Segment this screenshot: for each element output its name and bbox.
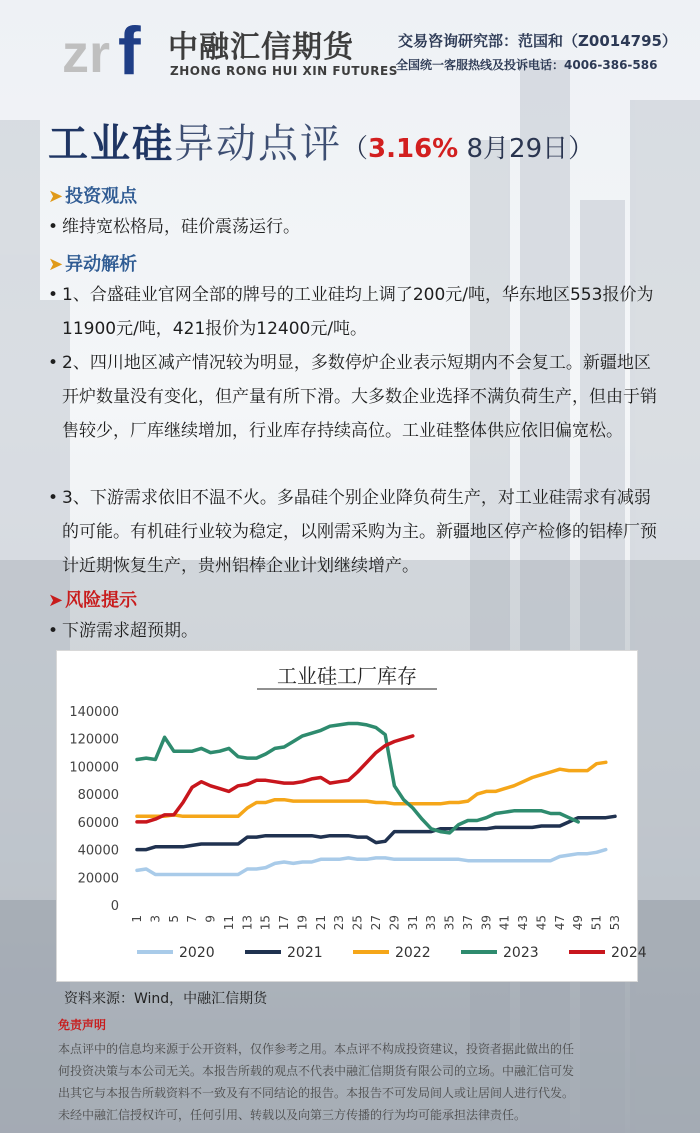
legend-label-2023: 2023 (503, 945, 539, 961)
y-tick-label: 100000 (69, 760, 119, 776)
series-line-2022 (137, 762, 606, 816)
disclaimer-line: 出其它与本报告所载资料不一致及有不同结论的报告。本报告不可发局间人或让居间人进行代发。 (58, 1086, 575, 1100)
company-logo-icon (62, 13, 162, 89)
disclaimer-line: 未经中融汇信授权许可，任何引用、转载以及向第三方传播的行为均可能承担法律责任。 (58, 1108, 527, 1122)
title-date: 8月29日） (458, 134, 595, 164)
x-tick-label: 31 (405, 915, 420, 931)
chart-title: 工业硅工厂库存 (277, 664, 417, 688)
x-tick-label: 3 (148, 915, 163, 923)
x-tick-label: 11 (221, 915, 236, 931)
title-change-percent: 3.16% (368, 134, 459, 164)
title-paren: （ (342, 134, 369, 164)
y-tick-label: 140000 (69, 705, 119, 720)
disclaimer-text (58, 1038, 638, 1126)
x-tick-label: 25 (350, 915, 365, 931)
y-tick-label: 80000 (77, 788, 119, 804)
x-tick-label: 35 (442, 915, 457, 931)
x-tick-label: 43 (516, 915, 531, 931)
y-tick-label: 60000 (77, 815, 119, 831)
y-tick-label: 120000 (69, 732, 119, 748)
x-tick-label: 39 (479, 915, 494, 931)
x-tick-label: 37 (460, 915, 475, 931)
legend-label-2021: 2021 (287, 945, 323, 961)
arrow-icon: ➤ (48, 186, 64, 207)
list-item: • 3、下游需求依旧不温不火。多晶硅个别企业降负荷生产，对工业硅需求有减弱的可能。有机硅行业较为稳定，以刚需采购为主。新疆地区停产检修的铝棒厂预计近期恢复生产，贵州铝棒企业计划继续增产。 (48, 488, 657, 576)
x-tick-label: 41 (497, 915, 512, 931)
data-source: 资料来源：Wind，中融汇信期货 (64, 991, 268, 1007)
x-tick-label: 21 (313, 915, 328, 931)
y-tick-label: 40000 (77, 843, 119, 859)
x-tick-label: 23 (332, 915, 347, 931)
x-tick-label: 5 (166, 915, 181, 923)
header (0, 0, 700, 100)
disclaimer-line: 何投资决策与本公司无关。本报告所载的观点不代表中融汇信期货有限公司的立场。中融汇信可发 (58, 1064, 575, 1078)
chart-svg (57, 651, 647, 981)
disclaimer-line: 本点评中的信息均来源于公开资料，仅作参考之用。本点评不构成投资建议，投资者据此做出的任 (58, 1042, 575, 1056)
x-tick-label: 49 (571, 915, 586, 931)
series-line-2020 (137, 850, 606, 875)
series-line-2021 (137, 816, 615, 849)
section-risk: ➤ 风险提示 (48, 590, 138, 611)
list-item: • 下游需求超预期。 (48, 621, 198, 641)
x-tick-label: 19 (295, 915, 310, 931)
y-tick-label: 20000 (77, 871, 119, 887)
page-title (48, 112, 594, 169)
y-tick-label: 0 (110, 899, 119, 914)
disclaimer-title: 免责声明 (58, 1018, 107, 1032)
list-item: • 维持宽松格局，硅价震荡运行。 (48, 217, 300, 237)
section-analysis: ➤ 异动解析 (48, 254, 138, 275)
x-tick-label: 1 (130, 915, 144, 923)
logo-english-name: ZHONG RONG HUI XIN FUTURES (170, 64, 398, 78)
hotline-contact: 全国统一客服热线及投诉电话：4006-386-586 (396, 58, 658, 72)
title-subject: 异动点评 (174, 121, 342, 167)
x-tick-label: 47 (552, 915, 567, 931)
list-item: • 1、合盛硅业官网全部的牌号的工业硅均上调了200元/吨，华东地区553报价为11900元/吨，421报价为12400元/吨。 (48, 285, 654, 339)
inventory-chart (56, 650, 647, 982)
x-tick-label: 29 (387, 915, 402, 931)
logo-chinese-name: 中融汇信期货 (168, 30, 354, 65)
x-tick-label: 51 (589, 915, 604, 931)
legend-label-2024: 2024 (611, 945, 647, 961)
title-product: 工业硅 (48, 121, 174, 167)
list-item: • 2、四川地区减产情况较为明显，多数停炉企业表示短期内不会复工。新疆地区开炉数量没有变化，但产量有所下滑。大多数企业选择不满负荷生产，但由于销售较少，厂库继续增加，行业库存持续高位。工业硅整体供应依旧偏宽松。 (48, 353, 657, 441)
legend-label-2022: 2022 (395, 945, 431, 961)
legend-label-2020: 2020 (179, 945, 215, 961)
arrow-icon: ➤ (48, 590, 64, 611)
svg-text:zr: zr (62, 24, 111, 84)
x-tick-label: 27 (369, 915, 383, 931)
arrow-icon: ➤ (48, 254, 64, 275)
svg-text:f: f (118, 13, 141, 89)
section-investment-view: ➤ 投资观点 (48, 186, 138, 207)
x-tick-label: 9 (203, 915, 218, 923)
x-tick-label: 7 (185, 915, 200, 923)
analyst-contact: 交易咨询研究部：范国和（Z0014795） (398, 32, 677, 50)
x-tick-label: 45 (534, 915, 549, 931)
x-tick-label: 17 (277, 915, 292, 931)
x-tick-label: 33 (424, 915, 439, 931)
x-tick-label: 13 (240, 915, 255, 931)
x-tick-label: 53 (608, 915, 622, 931)
x-tick-label: 15 (258, 915, 273, 931)
